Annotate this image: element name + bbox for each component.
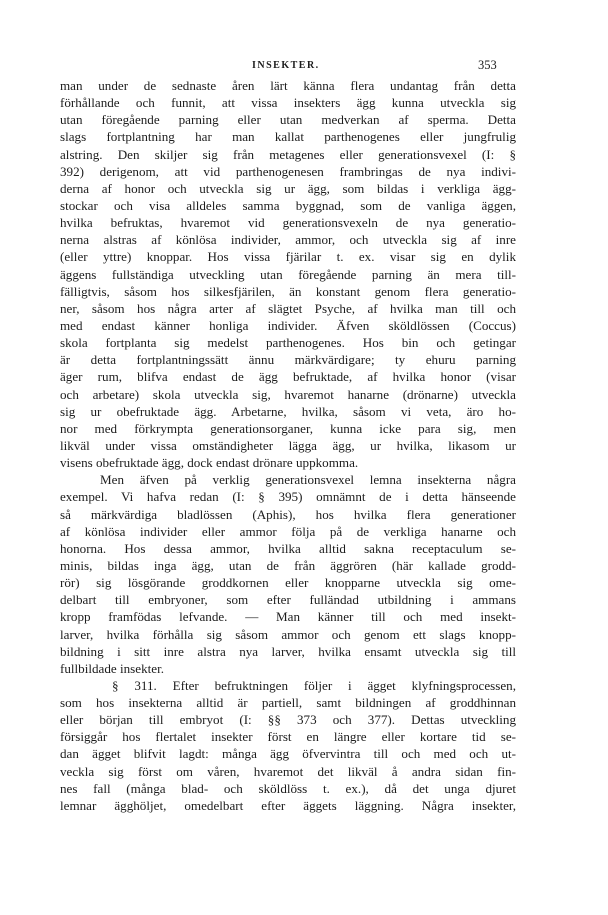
text-line: nes fall (många blad- och sköldlöss t. ex.), då det unga djuret bbox=[60, 780, 516, 796]
text-line: larver, hvilka förhålla sig såsom ammor och genom ett slags knopp- bbox=[60, 626, 516, 642]
text-line: bildning i sitt inre alstra nya larver, hvilka ensamt utveckla sig till bbox=[60, 643, 516, 659]
text-line: fälligtvis, såsom hos silkesfjärilen, än konstant genom flera generatio- bbox=[60, 283, 516, 299]
text-line: af könlösa individer eller ammor följa på de verkliga hanarne och bbox=[60, 523, 516, 539]
text-line: stockar och visa alldeles samma byggnad, som de vanliga äggen, bbox=[60, 197, 516, 213]
body-text bbox=[60, 77, 516, 814]
text-line: honorna. Hos dessa ammor, hvilka alltid sakna receptaculum se- bbox=[60, 540, 516, 556]
text-line: veckla sig först om våren, hvaremot det likväl å andra sidan fin- bbox=[60, 763, 516, 779]
text-line: skola fortplanta sig medelst parthenogenes. Hos bin och getingar bbox=[60, 335, 516, 351]
text-line: är detta fortplantningssätt ännu märkvärdigare; ty ehuru parning bbox=[60, 352, 516, 368]
paragraph-last-line: fullbildade insekter. bbox=[60, 660, 164, 676]
paragraph-last-line: visens obefruktade ägg, dock endast drönare uppkomma. bbox=[60, 455, 359, 471]
text-line: minis, bildas inga ägg, utan de från äggrören (här kallade grodd- bbox=[60, 557, 516, 573]
text-line: ner, såsom hos några arter af slägtet Psyche, af hvilka man till och bbox=[60, 300, 516, 316]
section-heading-line: § 311. Efter befruktningen följer i ägget klyfningsprocessen, bbox=[112, 677, 516, 693]
text-line: nerna alstras af könlösa individer, ammor, och utveckla sig af inre bbox=[60, 232, 516, 248]
text-line: derna af honor och utveckla sig ur ägg, som bildas i verkliga ägg- bbox=[60, 180, 516, 196]
text-line: förhållande och funnit, att vissa insekters ägg kunna utveckla sig bbox=[60, 95, 516, 111]
text-line: 392) derigenom, att vid parthenogenesen frambringas de nya indivi- bbox=[60, 163, 516, 179]
text-line: utan föregående parning eller utan medverkan af sperma. Detta bbox=[60, 112, 516, 128]
text-line: delbart till embryoner, som efter fulländad utbildning i ammans bbox=[60, 592, 516, 608]
text-line: eller början till embryot (I: §§ 373 och 377). Dettas utveckling bbox=[60, 712, 516, 728]
text-line: äggens fullständiga utveckling utan föregående parning än mera till- bbox=[60, 266, 516, 282]
page-number: 353 bbox=[478, 58, 497, 72]
text-line: man under de sednaste åren lärt känna flera undantag från detta bbox=[60, 78, 516, 93]
text-line: kropp framfödas lefvande. — Man känner till och med insekt- bbox=[60, 609, 516, 625]
text-line: försiggår hos flertalet insekter först en längre eller kortare tid se- bbox=[60, 729, 516, 745]
paragraph-first-line: Men äfven på verklig generationsvexel lemna insekterna några bbox=[100, 472, 516, 488]
text-line: hvilka befruktas, hvaremot vid generationsvexeln de nya generatio- bbox=[60, 215, 516, 231]
text-line: som hos insekterna alltid är partiell, samt bildningen af groddhinnan bbox=[60, 695, 516, 711]
text-line: med endast känner honliga individer. Äfven sköldlössen (Coccus) bbox=[60, 317, 516, 333]
text-line: likväl under vissa omständigheter lägga ägg, ur hvilka, likasom ur bbox=[60, 437, 516, 453]
running-title: INSEKTER. bbox=[252, 60, 320, 71]
text-line: dan ägget blifvit lagdt: många ägg öfvervintra till och med och ut- bbox=[60, 746, 516, 762]
text-line: alstring. Den skiljer sig från metagenes eller generationsvexel (I: § bbox=[60, 146, 516, 162]
text-line: äger rum, blifva endast de ägg befruktade, af hvilka honor (visar bbox=[60, 369, 516, 385]
text-line: så märkvärdiga bladlössen (Aphis), hos hvilka flera generationer bbox=[60, 506, 516, 522]
text-line: rör) sig lösgörande groddkornen eller knopparne utveckla sig ome- bbox=[60, 575, 516, 591]
text-line: (eller yttre) knoppar. Hos vissa fjärilar t. ex. visar sig en dylik bbox=[60, 249, 516, 265]
running-head bbox=[0, 58, 608, 74]
text-line: exempel. Vi hafva redan (I: § 395) omnämnt de i detta hänseende bbox=[60, 489, 516, 505]
text-line: lemnar ägghöljet, omedelbart efter äggets läggning. Några insekter, bbox=[60, 797, 516, 813]
text-line: sig ur obefruktade ägg. Arbetarne, hvilka, såsom vi veta, äro ho- bbox=[60, 403, 516, 419]
text-line: slags fortplantning har man kallat parthenogenes eller jungfrulig bbox=[60, 129, 516, 145]
text-line: och arbetare) skola utveckla sig, hvaremot hanarne (drönarne) utveckla bbox=[60, 386, 516, 402]
text-line: nor med förkrympta generationsorganer, kunna icke para sig, men bbox=[60, 420, 516, 436]
